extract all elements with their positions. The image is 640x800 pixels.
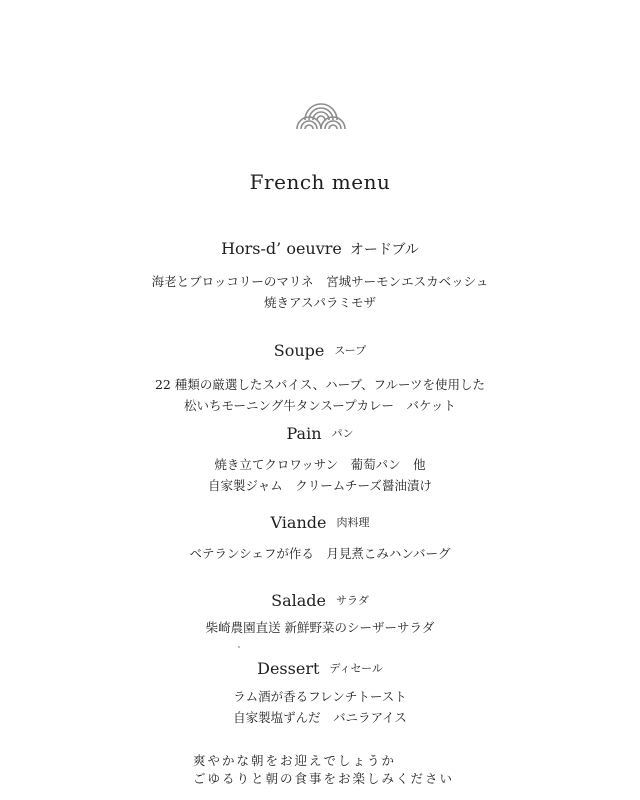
- section-items: [0, 617, 640, 638]
- closing-line: ごゆるりと朝の食事をお楽しみください: [193, 771, 455, 786]
- section-items: [0, 454, 640, 496]
- section-heading: [0, 590, 640, 612]
- section-heading: [0, 512, 640, 534]
- section-items: [0, 271, 640, 313]
- section-items: [0, 543, 640, 564]
- menu-item: ベテランシェフが作る 月見煮こみハンバーグ: [189, 546, 451, 561]
- menu-item: 22 種類の厳選したスパイス、ハーブ、フルーツを使用した: [154, 377, 485, 392]
- closing-line: 爽やかな朝をお迎えでしょうか: [193, 753, 397, 768]
- menu-item: ラム酒が香るフレンチトースト: [233, 689, 407, 704]
- menu-item: 自家製ジャム クリームチーズ醤油漬け: [208, 478, 432, 493]
- section-items: [0, 374, 640, 416]
- section-title-ja: 肉料理: [336, 516, 370, 529]
- section-title-en: Hors-d’ oeuvre: [221, 239, 342, 258]
- section-hors-doeuvre: [0, 238, 640, 313]
- section-title-en: Pain: [286, 424, 322, 443]
- section-title-en: Viande: [270, 513, 327, 532]
- section-title-ja: ディセール: [329, 662, 383, 675]
- ink-speck: [238, 646, 240, 648]
- section-title-ja: パン: [331, 427, 354, 440]
- menu-item: 松いちモーニング牛タンスープカレー バケット: [184, 398, 456, 413]
- section-title-ja: サラダ: [335, 594, 369, 607]
- section-heading: [0, 658, 640, 680]
- section-heading: [0, 340, 640, 362]
- section-pain: [0, 423, 640, 496]
- section-heading: [0, 238, 640, 261]
- section-items: [0, 686, 640, 728]
- seigaiha-wave-icon: [296, 96, 346, 130]
- section-title-en: Salade: [271, 591, 326, 610]
- section-title-en: Dessert: [257, 659, 320, 678]
- menu-item: 柴崎農園直送 新鮮野菜のシーザーサラダ: [205, 620, 435, 635]
- section-title-en: Soupe: [273, 341, 325, 360]
- section-soupe: [0, 340, 640, 416]
- section-salade: [0, 590, 640, 638]
- section-viande: [0, 512, 640, 564]
- menu-item: 海老とブロッコリーのマリネ 宮城サーモンエスカベッシュ: [151, 274, 489, 289]
- section-heading: [0, 423, 640, 445]
- menu-item: 焼きアスパラミモザ: [263, 295, 376, 310]
- section-title-ja: スープ: [334, 344, 367, 357]
- menu-title: French menu: [249, 170, 391, 194]
- menu-item: 焼き立てクロワッサン 葡萄パン 他: [214, 457, 426, 472]
- section-title-ja: オードブル: [349, 242, 419, 258]
- section-dessert: [0, 658, 640, 728]
- menu-item: 自家製塩ずんだ バニラアイス: [233, 710, 407, 725]
- closing-message: [193, 752, 454, 788]
